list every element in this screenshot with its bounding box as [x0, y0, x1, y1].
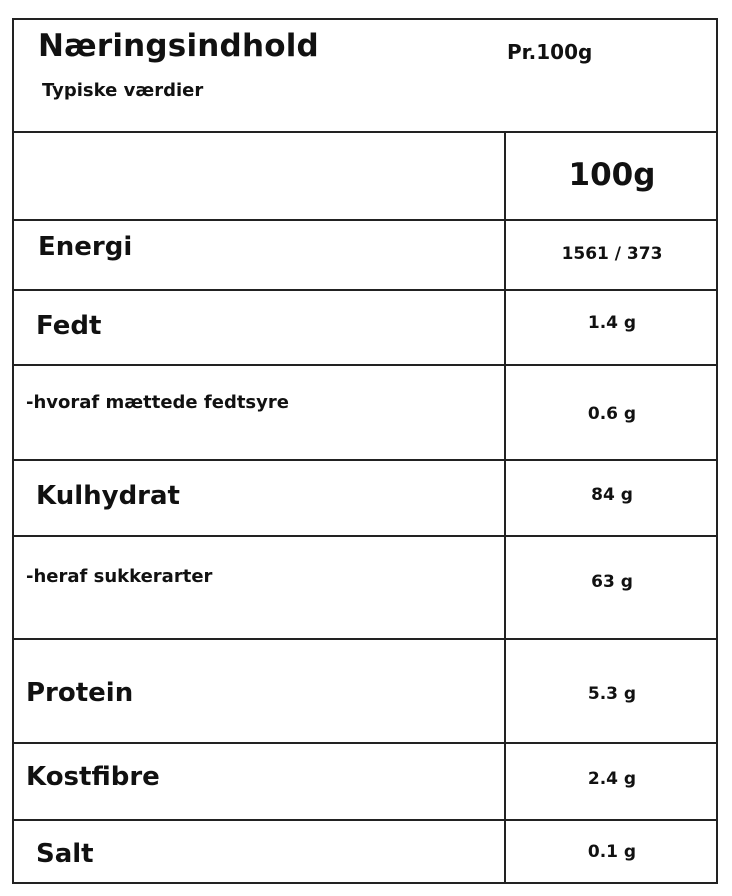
row-value: 0.6 g: [587, 404, 637, 424]
row-label: Kostfibre: [26, 762, 160, 792]
table-row-protein: [14, 640, 716, 744]
table-row-salt: [14, 821, 716, 884]
table-title: Næringsindhold: [38, 28, 319, 64]
table-row-kostfibre: [14, 744, 716, 821]
row-label: Salt: [36, 839, 94, 869]
row-label: -hvoraf mættede fedtsyre: [26, 392, 289, 413]
row-value: 5.3 g: [587, 684, 637, 704]
table-row-maettede-fedtsyre: [14, 366, 716, 461]
row-value: 0.1 g: [587, 842, 637, 862]
table-row-fedt: [14, 291, 716, 366]
table-row-sukkerarter: [14, 537, 716, 640]
table-subtitle: Typiske værdier: [42, 80, 204, 101]
row-label: -heraf sukkerarter: [26, 566, 213, 587]
row-value: 1.4 g: [587, 313, 637, 333]
nutrition-table: [12, 18, 718, 884]
column-header-100g: 100g: [568, 157, 656, 193]
table-row-kulhydrat: [14, 461, 716, 537]
column-header-row: [14, 133, 716, 221]
row-label: Protein: [26, 678, 134, 708]
row-value: 84 g: [591, 485, 633, 505]
table-header: [14, 20, 716, 133]
row-value: 1561 / 373: [561, 244, 663, 264]
table-row-energi: [14, 221, 716, 291]
per-unit-label: Pr.100g: [507, 40, 593, 64]
row-label: Energi: [38, 232, 133, 262]
row-label: Kulhydrat: [36, 481, 180, 511]
row-value: 63 g: [591, 572, 633, 592]
row-value: 2.4 g: [587, 769, 637, 789]
row-label: Fedt: [36, 311, 102, 341]
